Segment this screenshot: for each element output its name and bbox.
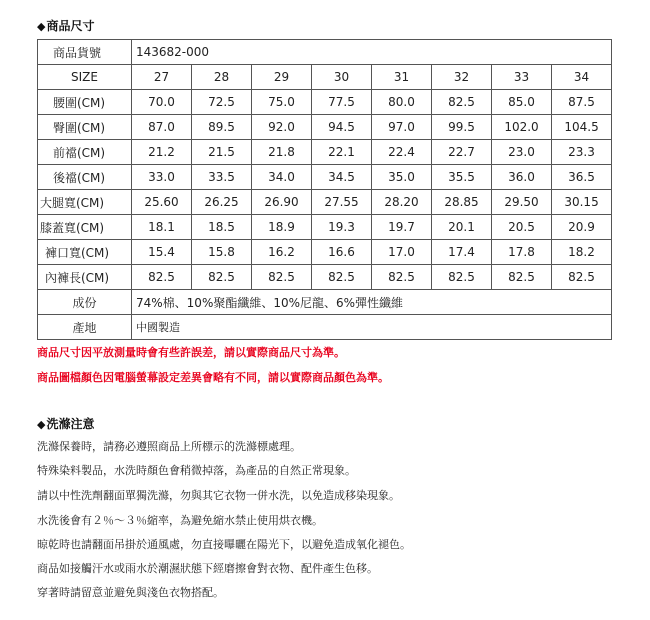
table-cell: 75.0 [252,90,312,115]
care-section-title [37,416,94,433]
table-cell: 82.5 [432,265,492,290]
size-section-heading: 商品尺寸 [46,19,95,33]
size-header-cell: 29 [252,65,312,90]
table-cell: 25.60 [132,190,192,215]
table-row-hip [38,115,612,140]
table-cell: 22.7 [432,140,492,165]
table-row-inseam [38,265,612,290]
row-label: 膝蓋寬(CM) [38,215,132,240]
table-row-front-rise [38,140,612,165]
table-row-hem [38,240,612,265]
table-cell: 82.5 [312,265,372,290]
product-code-value: 143682-000 [132,40,612,65]
row-label: 大腿寬(CM) [38,190,132,215]
table-cell: 94.5 [312,115,372,140]
table-cell: 21.2 [132,140,192,165]
table-cell: 18.9 [252,215,312,240]
table-cell: 82.5 [552,265,612,290]
table-cell: 80.0 [372,90,432,115]
table-cell: 99.5 [432,115,492,140]
table-cell: 35.0 [372,165,432,190]
origin-label: 產地 [38,315,132,340]
table-cell: 104.5 [552,115,612,140]
color-notice-text: 商品圖檔顏色因電腦螢幕設定差異會略有不同，請以實際商品顏色為準。 [37,371,389,384]
table-row-back-rise [38,165,612,190]
table-cell: 70.0 [132,90,192,115]
care-line: 商品如接觸汗水或雨水於潮濕狀態下經磨擦會對衣物、配件產生色移。 [37,562,378,575]
row-label: 前襠(CM) [38,140,132,165]
table-cell: 22.4 [372,140,432,165]
table-row-knee [38,215,612,240]
table-cell: 35.5 [432,165,492,190]
size-header-cell: 33 [492,65,552,90]
table-row-waist [38,90,612,115]
table-cell: 87.5 [552,90,612,115]
size-header-cell: 27 [132,65,192,90]
table-cell: 15.4 [132,240,192,265]
origin-value: 中國製造 [132,315,612,340]
table-cell: 30.15 [552,190,612,215]
material-value: 74%棉、10%聚酯纖維、10%尼龍、6%彈性纖維 [132,290,612,315]
table-cell: 26.90 [252,190,312,215]
table-cell: 34.0 [252,165,312,190]
table-cell: 82.5 [372,265,432,290]
table-row-thigh [38,190,612,215]
table-cell: 82.5 [492,265,552,290]
size-table [37,39,612,340]
table-cell: 36.0 [492,165,552,190]
care-section-heading: 洗滌注意 [46,417,95,431]
table-cell: 20.5 [492,215,552,240]
table-cell: 21.5 [192,140,252,165]
care-line: 晾乾時也請翻面吊掛於通風處，勿直接曝曬在陽光下，以避免造成氧化褪色。 [37,538,411,551]
table-cell: 28.20 [372,190,432,215]
size-section-title [37,18,94,35]
table-cell: 15.8 [192,240,252,265]
care-line: 特殊染料製品，水洗時顏色會稍微掉落，為產品的自然正常現象。 [37,464,356,477]
table-cell: 85.0 [492,90,552,115]
product-code-row [38,40,612,65]
care-line: 洗滌保養時，請務必遵照商品上所標示的洗滌標處理。 [37,440,301,453]
care-line: 穿著時請留意並避免與淺色衣物搭配。 [37,586,224,599]
care-line: 請以中性洗劑翻面單獨洗滌，勿與其它衣物一併水洗，以免造成移染現象。 [37,489,400,502]
size-notice-text: 商品尺寸因平放測量時會有些許誤差，請以實際商品尺寸為準。 [37,346,345,359]
table-cell: 77.5 [312,90,372,115]
table-cell: 33.0 [132,165,192,190]
table-cell: 28.85 [432,190,492,215]
size-header-cell: 32 [432,65,492,90]
size-header-label: SIZE [38,65,132,90]
size-header-cell: 31 [372,65,432,90]
size-header-cell: 30 [312,65,372,90]
row-label: 腰圍(CM) [38,90,132,115]
table-cell: 17.0 [372,240,432,265]
table-cell: 19.7 [372,215,432,240]
table-cell: 87.0 [132,115,192,140]
care-line: 水洗後會有２％～３％縮率，為避免縮水禁止使用烘衣機。 [37,514,323,527]
origin-row [38,315,612,340]
table-cell: 97.0 [372,115,432,140]
table-cell: 23.0 [492,140,552,165]
table-cell: 20.1 [432,215,492,240]
table-cell: 82.5 [252,265,312,290]
table-cell: 18.2 [552,240,612,265]
table-cell: 23.3 [552,140,612,165]
table-cell: 26.25 [192,190,252,215]
row-label: 臀圍(CM) [38,115,132,140]
table-cell: 17.8 [492,240,552,265]
product-code-label: 商品貨號 [38,40,132,65]
table-cell: 89.5 [192,115,252,140]
table-cell: 17.4 [432,240,492,265]
table-cell: 82.5 [192,265,252,290]
size-header-cell: 28 [192,65,252,90]
diamond-marker-icon: ◆ [37,418,46,431]
table-cell: 102.0 [492,115,552,140]
table-cell: 19.3 [312,215,372,240]
table-cell: 18.1 [132,215,192,240]
table-cell: 16.2 [252,240,312,265]
table-cell: 20.9 [552,215,612,240]
material-label: 成份 [38,290,132,315]
size-header-cell: 34 [552,65,612,90]
row-label: 後襠(CM) [38,165,132,190]
table-cell: 16.6 [312,240,372,265]
table-cell: 27.55 [312,190,372,215]
table-cell: 33.5 [192,165,252,190]
table-cell: 22.1 [312,140,372,165]
table-cell: 34.5 [312,165,372,190]
size-header-row [38,65,612,90]
table-cell: 92.0 [252,115,312,140]
table-cell: 82.5 [132,265,192,290]
table-cell: 18.5 [192,215,252,240]
table-cell: 29.50 [492,190,552,215]
table-cell: 72.5 [192,90,252,115]
table-cell: 36.5 [552,165,612,190]
diamond-marker-icon: ◆ [37,20,46,33]
table-cell: 82.5 [432,90,492,115]
row-label: 褲口寬(CM) [38,240,132,265]
material-row [38,290,612,315]
row-label: 內褲長(CM) [38,265,132,290]
table-cell: 21.8 [252,140,312,165]
